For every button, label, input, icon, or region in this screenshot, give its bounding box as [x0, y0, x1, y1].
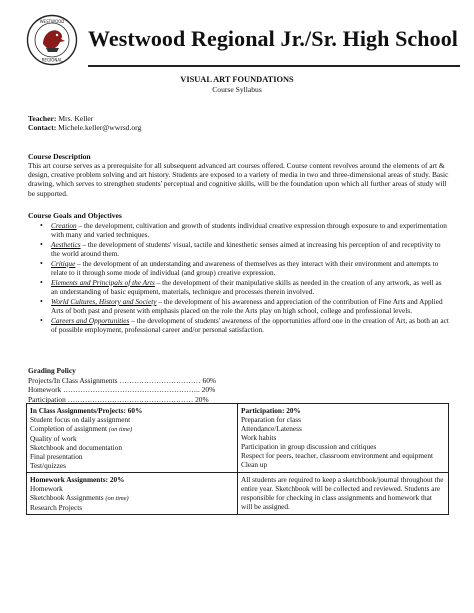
header-rule: [88, 65, 460, 67]
grading-row-participation: Participation …………………………………………… 20%: [28, 394, 209, 404]
in-class-cell: [27, 404, 238, 473]
grading-policy: [28, 366, 216, 404]
goal-item: [40, 240, 450, 258]
school-name: Westwood Regional Jr./Sr. High School: [88, 26, 459, 51]
grading-row-homework: Homework ……………………………………………….. 20%: [28, 385, 216, 395]
in-class-heading: In Class Assignments/Projects: 60%: [30, 406, 143, 415]
sketchbook-note-cell: [238, 473, 449, 515]
goal-text: – the development, cultivation and growth of students individual creative expression through exposure to and experimentation with many and varied techniques.: [51, 221, 447, 239]
goal-term: Elements and Principals of the Arts: [51, 278, 155, 287]
goal-text: – the development of students' visual, tactile and kinesthetic senses aimed at increasing his perception of and receptivity to the world around them.: [51, 240, 441, 258]
goals-heading: Course Goals and Objectives: [28, 211, 122, 220]
goal-text: – the development of an understanding and awareness of themselves as they interact with their environment and attempts to relate to it through some mode of individual (and group) creative expression.: [51, 259, 439, 277]
list-item: Preparation for class: [241, 415, 301, 424]
goal-text: – the development of students' awareness of the opportunities afford one in the creation of Art, as both an act of possible employment, professional career and/or personal satisfaction.: [51, 316, 449, 334]
list-item: Clean up: [241, 460, 268, 469]
homework-heading: Homework Assignments: 20%: [30, 475, 125, 484]
list-item: Completion of assignment (on time): [30, 424, 133, 433]
goal-item: [40, 297, 450, 315]
sketchbook-note: All students are required to keep a sketchbook/journal throughout the entire year. Sketchbook will be collected and reviewed. Students are responsible for checking in class assignments and homework that will be assigned.: [241, 475, 444, 511]
teacher-name: Mrs. Keller: [58, 114, 94, 123]
course-subtitle: Course Syllabus: [212, 85, 262, 94]
goal-item: [40, 278, 450, 296]
contact-line: [28, 123, 141, 132]
goal-item: [40, 221, 450, 239]
list-item: Participation in group discussion and critiques: [241, 442, 377, 451]
goal-term: Creation: [51, 221, 77, 230]
list-item: Quality of work: [30, 434, 77, 443]
goal-item: [40, 316, 450, 334]
participation-cell: [238, 404, 449, 473]
list-item: Research Projects: [30, 503, 83, 512]
course-title: VISUAL ART FOUNDATIONS: [180, 75, 294, 84]
description-text: This art course serves as a prerequisite for all subsequent advanced art courses offered. Course content revolves around the elements of art & design, creative problem solving and art history. Students are exposed to a variety of media in two and three-dimensional areas of study. Basic drawing, which serves to strengthen students' perceptual and cognitive skills, will be the foundation upon which all further areas of study will be supported.: [28, 161, 449, 198]
participation-heading: Participation: 20%: [241, 406, 301, 415]
goal-term: World Cultures, History and Society: [51, 297, 157, 306]
teacher-line: [28, 114, 93, 123]
list-item: Work habits: [241, 433, 277, 442]
list-item: Final presentation: [30, 452, 83, 461]
list-item: Attendance/Lateness: [241, 424, 302, 433]
goal-term: Critique: [51, 259, 76, 268]
list-item: Sketchbook and documentation: [30, 443, 123, 452]
contact-label: Contact:: [28, 123, 57, 132]
grading-breakdown-table: [26, 403, 449, 515]
svg-text:REGIONAL: REGIONAL: [41, 57, 63, 63]
list-item: Respect for peers, teacher, classroom environment and equipment: [241, 451, 433, 460]
description-heading: Course Description: [28, 152, 91, 161]
goal-item: [40, 259, 450, 277]
goal-text: – the development of his awareness and appreciation of the contribution of Fine Arts and Applied Arts of both past and present with emphasis placed on the role the Arts play on high school, college and professional levels.: [51, 297, 443, 315]
grading-row-projects: Projects/In Class Assignments …………………………… 60%: [28, 375, 217, 385]
list-item: Homework: [30, 484, 63, 493]
homework-cell: [27, 473, 238, 515]
grading-heading: Grading Policy: [28, 366, 76, 375]
school-seal-logo: [26, 14, 78, 66]
goals-list: [40, 221, 450, 335]
svg-text:WESTWOOD: WESTWOOD: [39, 18, 65, 24]
list-item: Sketchbook Assignments (on time): [30, 493, 129, 502]
page-header: [26, 14, 459, 66]
list-item: Test/quizzes: [30, 461, 66, 470]
goal-term: Aesthetics: [51, 240, 81, 249]
teacher-label: Teacher:: [28, 114, 57, 123]
goal-term: Careers and Opportunities: [51, 316, 130, 325]
table-row: [27, 473, 449, 515]
goal-text: – the development of their manipulative skills as needed in the creation of any artwork, as well as an understanding of basic equipment, materials, technique and processes therein involved.: [51, 278, 442, 296]
table-row: [27, 404, 449, 473]
list-item: Student focus on daily assignment: [30, 415, 131, 424]
contact-email: Michele.keller@wwrsd.org: [58, 123, 142, 132]
